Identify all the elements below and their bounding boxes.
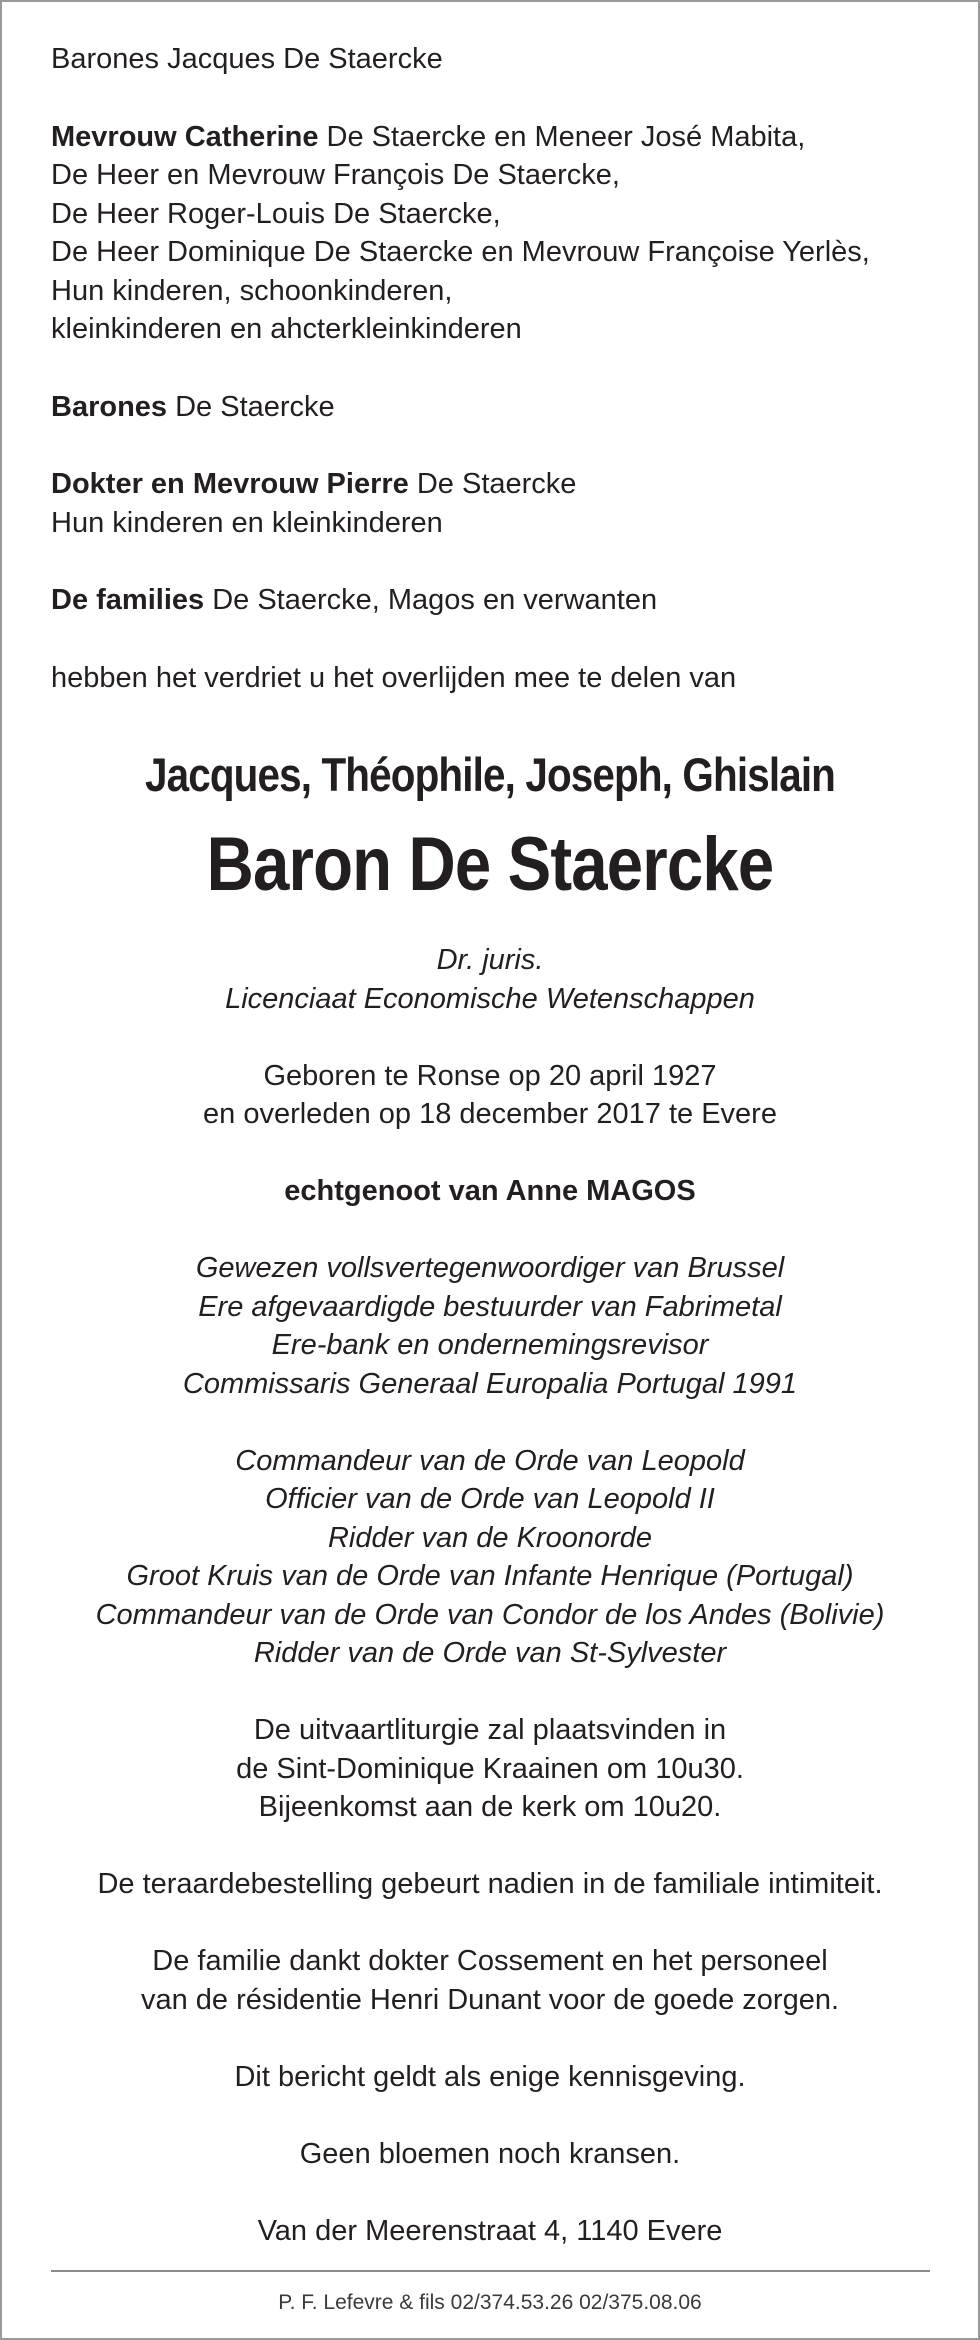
burial-block — [0, 1865, 980, 1904]
family-line: Hun kinderen en kleinkinderen — [51, 506, 443, 539]
family-name-rest: De Staercke en Meneer José Mabita, — [318, 120, 806, 153]
family-line: kleinkinderen en ahcterkleinkinderen — [51, 313, 522, 345]
family-line: De Heer en Mevrouw François De Staercke, — [51, 159, 620, 191]
family-name-bold: De families — [51, 584, 205, 616]
family-name-bold: Dokter en Mevrouw Pierre — [51, 468, 409, 500]
announcement-line: hebben het verdriet u het overlijden mee te delen van — [51, 661, 737, 694]
degrees-block — [0, 941, 980, 1018]
family-name-rest: De Staercke — [408, 468, 577, 500]
thanks-line: De familie dankt dokter Cossement en het personeel — [152, 1945, 828, 1977]
family-line: Hun kinderen, schoonkinderen, — [51, 274, 453, 307]
birth-line: Geboren te Ronse op 20 april 1927 — [263, 1059, 717, 1092]
family-paragraph-6 — [51, 659, 951, 698]
family-paragraph-4 — [51, 465, 951, 542]
family-line: Barones Jacques De Staercke — [51, 43, 443, 75]
positions-block — [0, 1249, 980, 1403]
footer-divider — [51, 2270, 930, 2272]
family-paragraph-1 — [51, 40, 951, 79]
family-line — [51, 581, 951, 620]
funeral-home-footer: P. F. Lefevre & fils 02/374.53.26 02/375.08.06 — [278, 2291, 702, 2314]
dates-block — [0, 1057, 980, 1134]
flowers-line: Geen bloemen noch kransen. — [299, 2137, 681, 2170]
family-paragraph-2 — [51, 118, 951, 349]
position-line: Commissaris Generaal Europalia Portugal 1991 — [182, 1367, 798, 1400]
deceased-first-names: Jacques, Théophile, Joseph, Ghislain — [144, 748, 836, 801]
family-paragraph-3 — [51, 388, 951, 427]
family-name-rest: De Staercke — [167, 390, 335, 423]
death-line: en overleden op 18 december 2017 te Evere — [203, 1098, 777, 1130]
spouse-block — [0, 1172, 980, 1211]
degree-line: Dr. juris. — [436, 944, 544, 976]
family-paragraph-5 — [51, 581, 951, 620]
family-name-rest: De Staercke, Magos en verwanten — [204, 584, 658, 616]
address-block — [0, 2212, 980, 2251]
thanks-line: van de résidentie Henri Dunant voor de goede zorgen. — [140, 1983, 840, 2016]
position-line: Ere-bank en ondernemingsrevisor — [271, 1329, 709, 1361]
burial-line: De teraardebestelling gebeurt nadien in de familiale intimiteit. — [97, 1868, 883, 1900]
family-line: De Heer Dominique De Staercke en Mevrouw Françoise Yerlès, — [51, 236, 870, 268]
funeral-line: de Sint-Dominique Kraainen om 10u30. — [236, 1752, 744, 1785]
funeral-line: Bijeenkomst aan de kerk om 10u20. — [258, 1791, 722, 1823]
family-announcement — [51, 40, 951, 697]
funeral-block — [0, 1711, 980, 1827]
honor-line: Ridder van de Kroonorde — [327, 1521, 653, 1554]
family-line — [51, 118, 951, 157]
honor-line: Officier van de Orde van Leopold II — [265, 1483, 715, 1515]
honors-block — [0, 1442, 980, 1673]
obituary-body — [0, 941, 980, 2250]
family-line: De Heer Roger-Louis De Staercke, — [51, 197, 501, 230]
honor-line: Commandeur van de Orde van Condor de los Andes (Bolivie) — [95, 1598, 885, 1631]
position-line: Gewezen vollsvertegenwoordiger van Brussel — [195, 1252, 785, 1284]
flowers-block — [0, 2135, 980, 2174]
degree-line: Licenciaat Economische Wetenschappen — [225, 982, 755, 1015]
spouse-line: echtgenoot van Anne MAGOS — [284, 1175, 696, 1207]
funeral-line: De uitvaartliturgie zal plaatsvinden in — [253, 1714, 727, 1746]
family-line — [51, 465, 951, 504]
deceased-title-name: Baron De Staercke — [206, 822, 774, 907]
thanks-block — [0, 1942, 980, 2019]
family-line — [51, 388, 951, 427]
honor-line: Groot Kruis van de Orde van Infante Henrique (Portugal) — [126, 1560, 854, 1592]
honor-line: Commandeur van de Orde van Leopold — [235, 1444, 745, 1477]
position-line: Ere afgevaardigde bestuurder van Fabrimetal — [198, 1290, 782, 1323]
family-name-bold: Barones — [51, 390, 168, 423]
notice-block — [0, 2058, 980, 2097]
notice-line: Dit bericht geldt als enige kennisgeving. — [234, 2060, 746, 2093]
honor-line: Ridder van de Orde van St-Sylvester — [253, 1637, 727, 1669]
family-name-bold: Mevrouw Catherine — [51, 120, 319, 153]
address-line: Van der Meerenstraat 4, 1140 Evere — [257, 2214, 723, 2247]
